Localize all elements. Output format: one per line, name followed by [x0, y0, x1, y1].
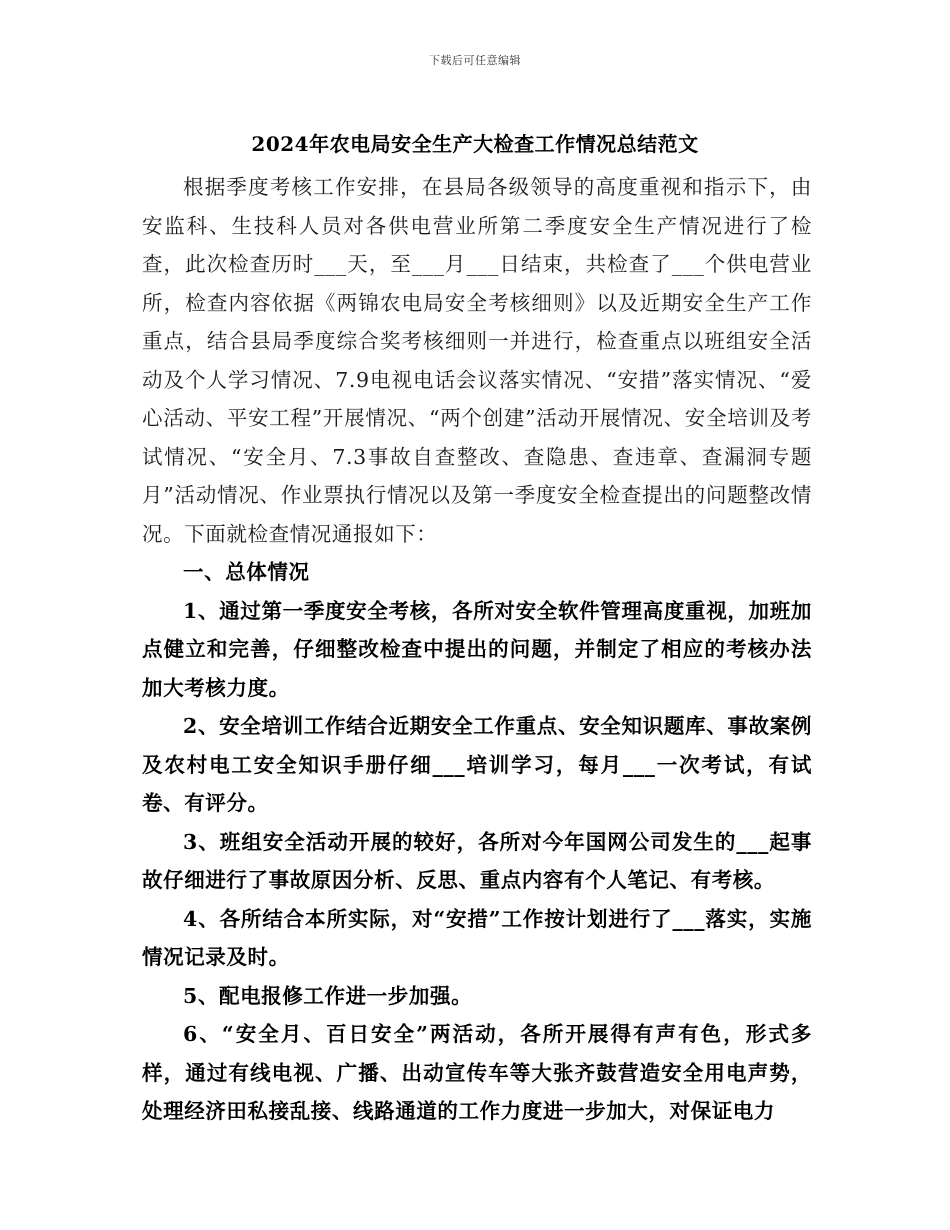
intro-paragraph: 根据季度考核工作安排，在县局各级领导的高度重视和指示下，由安监科、生技科人员对各供电营业所第二季度安全生产情况进行了检查，此次检查历时___天，至___月___日结束，共检查了___个供电营业所，检查内容依据《两锦农电局安全考核细则》以及近期安全生产工作重点，结合县局季度综合奖考核细则一并进行，检查重点以班组安全活动及个人学习情况、7.9电视电话会议落实情况、“安措”落实情况、“爱心活动、平安工程”开展情况、“两个创建”活动开展情况、安全培训及考试情况、“安全月、7.3事故自查整改、查隐患、查违章、查漏洞专题月”活动情况、作业票执行情况以及第一季度安全检查提出的问题整改情况。下面就检查情况通报如下： [142, 175, 812, 546]
list-item: 5、配电报修工作进一步加强。 [183, 983, 473, 1008]
list-item: 2、安全培训工作结合近期安全工作重点、安全知识题库、事故案例及农村电工安全知识手册仔细___培训学习，每月___一次考试，有试卷、有评分。 [142, 714, 812, 815]
section-heading: 一、总体情况 [183, 560, 310, 584]
list-item: 6、“安全月、百日安全”两活动，各所开展得有声有色，形式多样，通过有线电视、广播、出动宣传车等大张齐鼓营造安全用电声势，处理经济田私接乱接、线路通道的工作力度进一步加大，对保证电力 [142, 1022, 812, 1123]
page-header-note: 下载后可任意编辑 [429, 54, 521, 67]
list-item: 4、各所结合本所实际，对“安措”工作按计划进行了___落实，实施情况记录及时。 [142, 906, 812, 969]
document-title: 2024年农电局安全生产大检查工作情况总结范文 [251, 132, 699, 156]
list-item: 3、班组安全活动开展的较好，各所对今年国网公司发生的___起事故仔细进行了事故原因分析、反思、重点内容有个人笔记、有考核。 [142, 829, 812, 892]
document-body [142, 168, 812, 1131]
list-item: 1、通过第一季度安全考核，各所对安全软件管理高度重视，加班加点健立和完善，仔细整改检查中提出的问题，并制定了相应的考核办法加大考核力度。 [142, 598, 812, 700]
